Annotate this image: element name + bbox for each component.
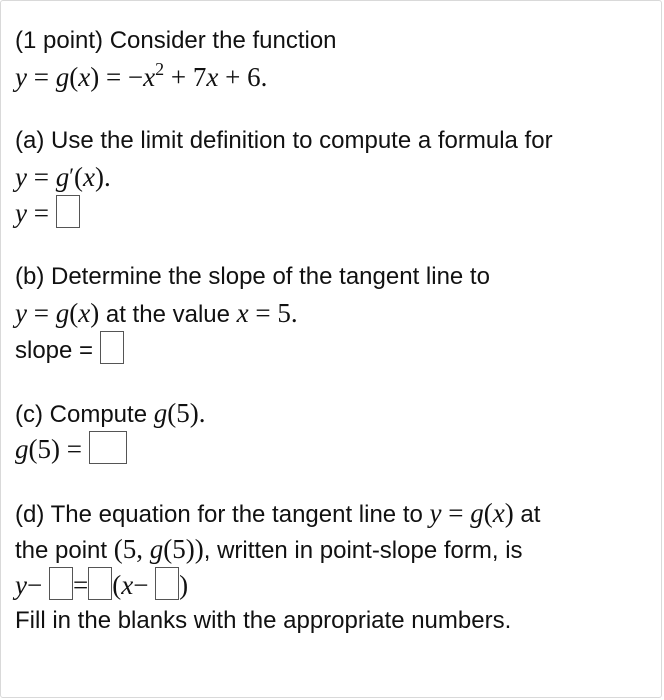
function-definition: $y = g(x) = -x^2 + 7x + 6$. <box>15 59 268 92</box>
point-slope-equation-row: y− = (x− ) <box>15 567 647 603</box>
part-d-prompt-end: at <box>520 501 541 528</box>
g5-answer-input[interactable] <box>89 431 127 464</box>
part-d-line2-end: , written in point-slope form, is <box>203 537 523 564</box>
point-slope-slope-blank[interactable] <box>88 567 112 600</box>
part-d-prompt-line1: (d) The equation for the tangent line to y = g(x) at <box>15 498 541 528</box>
slope-answer-input[interactable] <box>100 331 124 364</box>
part-a-answer-input[interactable] <box>56 195 80 228</box>
part-d-instruction: Fill in the blanks with the appropriate numbers. <box>15 607 512 634</box>
points-label: (1 point) <box>15 27 104 54</box>
part-b-prompt-text: at the value <box>105 301 230 328</box>
part-c-prompt: (c) Compute <box>15 401 148 428</box>
part-c-answer-row: g(5) = <box>15 431 647 467</box>
part-a-target: y = g′(x). <box>15 162 111 192</box>
part-b-prompt: (b) Determine the slope of the tangent line to <box>15 263 490 290</box>
part-d-prompt-start: (d) The equation for the tangent line to <box>15 501 423 528</box>
part-b-prompt-line2: y = g(x) at the value x = 5. <box>15 298 298 328</box>
part-a-answer-row: y = <box>15 195 647 231</box>
intro-text: Consider the function <box>109 27 337 54</box>
part-d-prompt-line2: the point (5, g(5)), written in point-slope form, is <box>15 534 523 564</box>
problem-content <box>15 23 647 639</box>
part-b-answer-row <box>15 331 647 367</box>
point-slope-x-blank[interactable] <box>155 567 179 600</box>
point-slope-y-blank[interactable] <box>49 567 73 600</box>
part-c-prompt-line: (c) Compute g(5). <box>15 398 206 428</box>
slope-label: slope = <box>15 337 94 364</box>
part-d-line2-start: the point <box>15 537 108 564</box>
part-a-prompt: (a) Use the limit definition to compute a formula for <box>15 127 553 154</box>
question-intro-line <box>15 23 647 59</box>
